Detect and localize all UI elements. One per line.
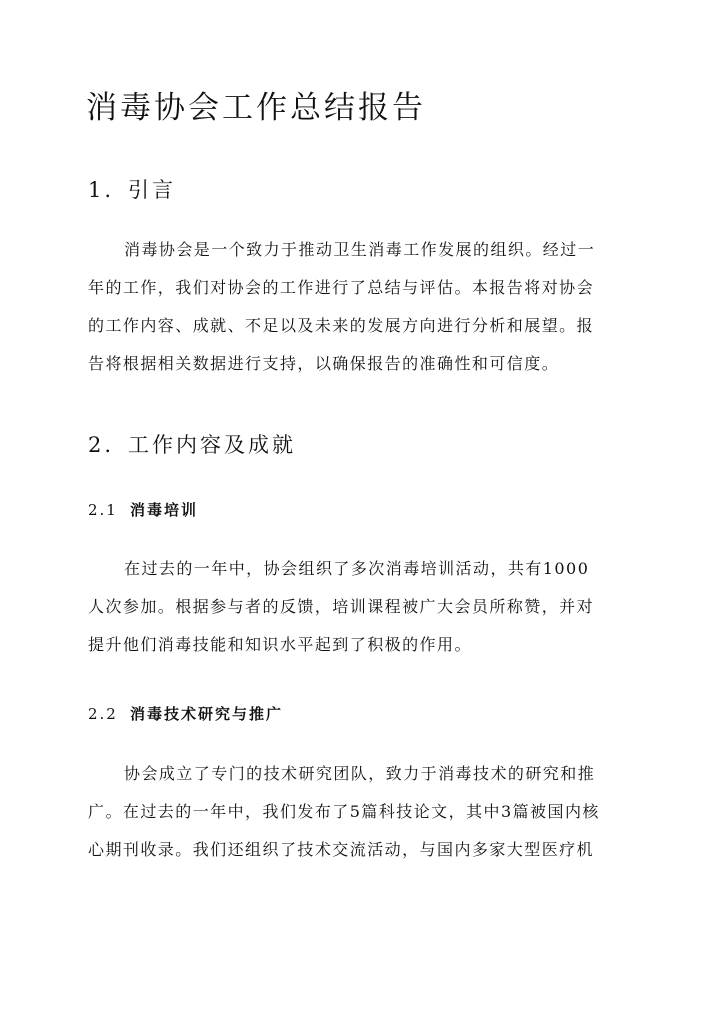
paragraph-line: 在过去的一年中，协会组织了多次消毒培训活动，共有1000 — [124, 559, 590, 578]
subsection-number: 2.1 — [88, 501, 118, 519]
section-number: 2. — [88, 433, 115, 457]
introduction-paragraph — [88, 231, 632, 383]
subsection-heading-technology-research — [88, 703, 283, 725]
subsection-heading-text: 消毒培训 — [130, 501, 199, 519]
paragraph-line: 人次参加。根据参与者的反馈，培训课程被广大会员所称赞，并对 — [88, 597, 595, 616]
subsection-heading-text: 消毒技术研究与推广 — [130, 705, 284, 723]
paragraph-line: 消毒协会是一个致力于推动卫生消毒工作发展的组织。经过一 — [124, 240, 596, 259]
paragraph-line: 提升他们消毒技能和知识水平起到了积极的作用。 — [88, 635, 472, 654]
technology-research-paragraph — [88, 755, 632, 869]
document-title: 消毒协会工作总结报告 — [86, 90, 426, 126]
paragraph-line: 广。在过去的一年中，我们发布了5篇科技论文，其中3篇被国内核 — [88, 802, 600, 821]
paragraph-line: 年的工作，我们对协会的工作进行了总结与评估。本报告将对协会 — [88, 278, 595, 297]
subsection-heading-training — [88, 499, 198, 521]
section-heading-introduction — [88, 175, 176, 205]
training-paragraph — [88, 550, 632, 664]
subsection-number: 2.2 — [88, 705, 118, 723]
section-heading-text: 工作内容及成就 — [128, 433, 296, 457]
paragraph-line: 协会成立了专门的技术研究团队，致力于消毒技术的研究和推 — [124, 764, 596, 783]
section-heading-work-content — [88, 430, 296, 460]
paragraph-line: 告将根据相关数据进行支持，以确保报告的准确性和可信度。 — [88, 354, 560, 373]
paragraph-line: 心期刊收录。我们还组织了技术交流活动，与国内多家大型医疗机 — [88, 840, 595, 859]
section-heading-text: 引言 — [128, 178, 176, 202]
paragraph-line: 的工作内容、成就、不足以及未来的发展方向进行分析和展望。报 — [88, 316, 595, 335]
section-number: 1. — [88, 178, 115, 202]
